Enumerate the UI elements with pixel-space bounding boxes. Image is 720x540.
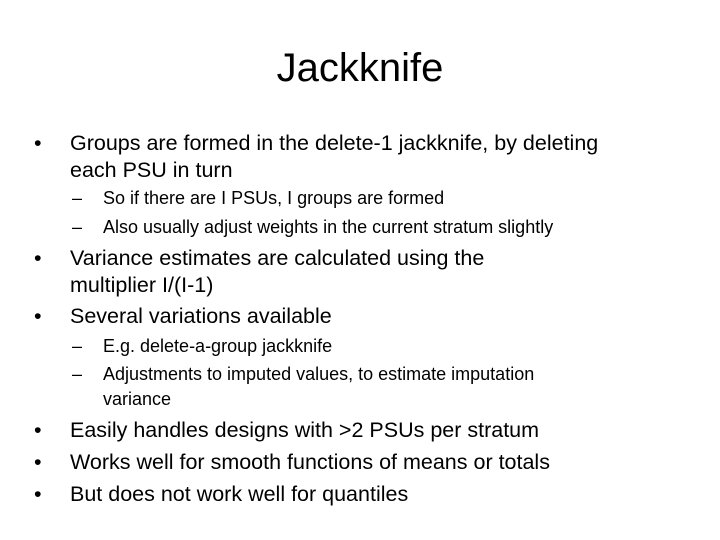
- bullet-easily-handles: [34, 417, 539, 444]
- bullet-text: Several variations available: [70, 304, 332, 328]
- sub-bullet-text: Adjustments to imputed values, to estimate imputation: [103, 364, 535, 384]
- sub-bullet-marker: –: [72, 336, 83, 356]
- sub-bullet-marker: –: [72, 364, 83, 384]
- bullet-marker: •: [34, 418, 42, 442]
- bullet-groups-formed: [34, 130, 598, 184]
- sub-bullet-adjust-weights: [72, 215, 553, 240]
- bullet-variance-estimates: [34, 245, 484, 299]
- bullet-text: Variance estimates are calculated using the: [70, 246, 485, 270]
- bullet-quantiles: [34, 481, 408, 508]
- bullet-text: Works well for smooth functions of means or totals: [70, 450, 550, 474]
- slide-title: Jackknife: [276, 46, 444, 90]
- bullet-text: Easily handles designs with >2 PSUs per stratum: [70, 418, 540, 442]
- sub-bullet-text-continuation: variance: [103, 389, 172, 409]
- bullet-marker: •: [34, 450, 42, 474]
- bullet-text: But does not work well for quantiles: [70, 482, 409, 506]
- bullet-marker: •: [34, 131, 42, 155]
- sub-bullet-delete-a-group: [72, 334, 332, 359]
- sub-bullet-imputed-values: [72, 362, 534, 412]
- sub-bullet-text: E.g. delete-a-group jackknife: [103, 336, 333, 356]
- bullet-text-continuation: each PSU in turn: [70, 158, 233, 182]
- sub-bullet-text: So if there are I PSUs, I groups are formed: [103, 188, 445, 208]
- bullet-text-continuation: multiplier I/(I-1): [70, 273, 214, 297]
- bullet-several-variations: [34, 303, 332, 330]
- bullet-marker: •: [34, 304, 42, 328]
- bullet-works-well: [34, 449, 550, 476]
- bullet-text: Groups are formed in the delete-1 jackknife, by deleting: [70, 131, 599, 155]
- sub-bullet-marker: –: [72, 217, 83, 237]
- bullet-marker: •: [34, 482, 42, 506]
- sub-bullet-text: Also usually adjust weights in the current stratum slightly: [103, 217, 554, 237]
- sub-bullet-marker: –: [72, 188, 83, 208]
- sub-bullet-i-psus: [72, 186, 444, 211]
- bullet-marker: •: [34, 246, 42, 270]
